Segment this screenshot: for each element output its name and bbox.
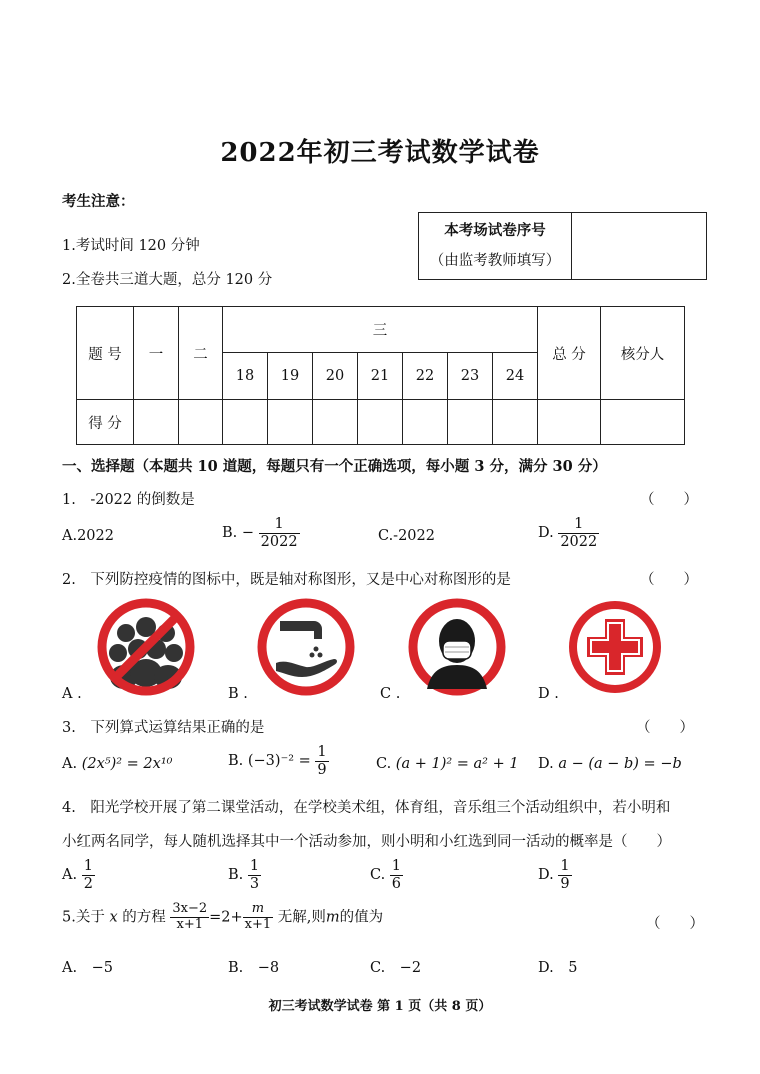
q2-answer-paren[interactable]: （ ） <box>640 572 698 588</box>
hand-washing-icon <box>254 597 358 697</box>
q4-c-num: 1 <box>391 858 402 874</box>
score-cell[interactable] <box>601 400 685 445</box>
q4-a-den: 2 <box>83 875 93 892</box>
q5-suffix-1: 无解,则 <box>277 909 326 926</box>
page-title: 2022年初三考试数学试卷 <box>220 138 540 168</box>
tihao-label: 题 号 <box>77 307 134 400</box>
q3-d-label: D. <box>538 756 554 772</box>
q1-d-label: D. <box>538 525 554 542</box>
q4-option-d <box>538 858 572 892</box>
sub-col: 21 <box>358 353 403 400</box>
q5-var-m: m <box>325 909 340 926</box>
medical-cross-icon <box>563 597 667 697</box>
q1-b-minus: − <box>241 525 255 542</box>
q5-option-a: A. −5 <box>62 960 113 976</box>
q2-option-d: D . <box>538 686 559 702</box>
section-1-heading: 一、选择题（本题共 10 道题，每题只有一个正确选项，每小题 3 分，满分 30 分） <box>62 458 607 475</box>
serial-fill-cell[interactable] <box>572 213 707 280</box>
q3-a-label: A. <box>62 756 78 772</box>
q3-b-expr: (−3)⁻² = <box>247 753 311 770</box>
q5-var-x: x <box>109 909 118 926</box>
score-cell[interactable] <box>403 400 448 445</box>
score-cell[interactable] <box>179 400 223 445</box>
q3-d-expr: a − (a − b) = −b <box>558 756 682 772</box>
sub-col: 24 <box>493 353 538 400</box>
q3-answer-paren[interactable]: （ ） <box>636 720 694 736</box>
q4-c-den: 6 <box>391 875 402 892</box>
q3-b-den: 9 <box>317 761 327 778</box>
q5-f2-den: x+1 <box>244 916 272 932</box>
q5-stem <box>62 902 383 933</box>
col-1: 一 <box>134 307 179 400</box>
serial-label <box>419 213 572 280</box>
q2-option-c: C . <box>380 686 401 702</box>
score-cell[interactable] <box>268 400 313 445</box>
serial-label-1: 本考场试卷序号 <box>444 222 546 239</box>
q1-option-d <box>538 516 599 550</box>
q4-option-b <box>228 858 261 892</box>
q4-a-label: A. <box>62 867 78 884</box>
q3-a-expr: (2x⁵)² = 2x¹⁰ <box>81 756 173 772</box>
q5-f1-num: 3x−2 <box>172 901 208 916</box>
sub-col: 22 <box>403 353 448 400</box>
sub-col: 23 <box>448 353 493 400</box>
q1-option-c: C.-2022 <box>378 528 435 544</box>
no-gathering-icon <box>94 597 198 697</box>
q4-a-num: 1 <box>83 858 93 874</box>
sub-col: 20 <box>313 353 358 400</box>
q3-b-num: 1 <box>317 744 327 760</box>
q5-answer-paren[interactable]: （ ） <box>646 916 704 932</box>
q1-b-num: 1 <box>274 516 284 532</box>
score-cell[interactable] <box>493 400 538 445</box>
q1-stem: 1. -2022 的倒数是 <box>62 492 195 508</box>
q3-option-d <box>538 756 682 772</box>
q4-option-c <box>370 858 403 892</box>
notice-line-2: 2.全卷共三道大题，总分 120 分 <box>62 272 273 288</box>
score-cell[interactable] <box>538 400 601 445</box>
col-2: 二 <box>179 307 223 400</box>
sub-col: 19 <box>268 353 313 400</box>
q4-line-2: 小红两名同学，每人随机选择其中一个活动参加，则小明和小红选到同一活动的概率是（ ） <box>62 834 671 850</box>
notice-heading: 考生注意： <box>62 193 135 210</box>
q5-option-d: D. 5 <box>538 960 578 976</box>
q4-d-num: 1 <box>560 858 570 874</box>
q3-option-a <box>62 756 172 772</box>
q2-option-b: B . <box>228 686 248 702</box>
score-cell[interactable] <box>134 400 179 445</box>
q3-stem: 3. 下列算式运算结果正确的是 <box>62 720 265 736</box>
score-cell[interactable] <box>313 400 358 445</box>
q1-b-den: 2022 <box>260 533 298 550</box>
score-cell[interactable] <box>358 400 403 445</box>
defen-label: 得 分 <box>77 400 134 445</box>
total-label: 总 分 <box>538 307 601 400</box>
q3-option-c <box>376 756 519 772</box>
q1-option-a: A.2022 <box>62 528 114 544</box>
q5-eq: =2+ <box>209 909 243 926</box>
serial-label-2: （由监考教师填写） <box>429 253 561 269</box>
q3-c-expr: (a + 1)² = a² + 1 <box>395 756 519 772</box>
q2-stem: 2. 下列防控疫情的图标中，既是轴对称图形，又是中心对称图形的是 <box>62 572 511 588</box>
q4-d-den: 9 <box>560 875 570 892</box>
q5-f1-den: x+1 <box>170 917 209 933</box>
q3-option-b <box>228 744 329 778</box>
q5-prefix: 5.关于 <box>62 909 105 926</box>
q5-mid: 的方程 <box>122 909 166 926</box>
q1-d-num: 1 <box>574 516 584 532</box>
q2-option-a: A . <box>62 686 82 702</box>
score-cell[interactable] <box>223 400 268 445</box>
notice-line-1: 1.考试时间 120 分钟 <box>62 238 200 254</box>
score-cell[interactable] <box>448 400 493 445</box>
q4-b-label: B. <box>228 867 244 884</box>
mask-icon <box>405 597 509 697</box>
serial-box <box>418 212 707 280</box>
q1-d-den: 2022 <box>560 533 598 550</box>
q4-line-1: 4. 阳光学校开展了第二课堂活动，在学校美术组，体育组，音乐组三个活动组织中，若小明和 <box>62 800 671 816</box>
q5-option-b: B. −8 <box>228 960 280 976</box>
score-table <box>76 306 685 445</box>
q4-c-label: C. <box>370 867 386 884</box>
q5-f2-num: m <box>251 901 265 916</box>
q1-b-label: B. <box>222 525 238 542</box>
q4-b-den: 3 <box>249 875 260 892</box>
q5-option-c: C. −2 <box>370 960 422 976</box>
page-footer: 初三考试数学试卷 第 1 页（共 8 页） <box>268 999 492 1014</box>
col-3: 三 <box>223 307 538 353</box>
sub-col: 18 <box>223 353 268 400</box>
q4-d-label: D. <box>538 867 554 884</box>
q3-b-label: B. <box>228 753 244 770</box>
q4-option-a <box>62 858 95 892</box>
q3-c-label: C. <box>376 756 392 772</box>
q1-option-b <box>222 516 300 550</box>
q1-answer-paren[interactable]: （ ） <box>640 492 698 508</box>
checker-label: 核分人 <box>601 307 685 400</box>
q5-suffix-2: 的值为 <box>339 909 384 926</box>
q4-b-num: 1 <box>249 858 260 874</box>
